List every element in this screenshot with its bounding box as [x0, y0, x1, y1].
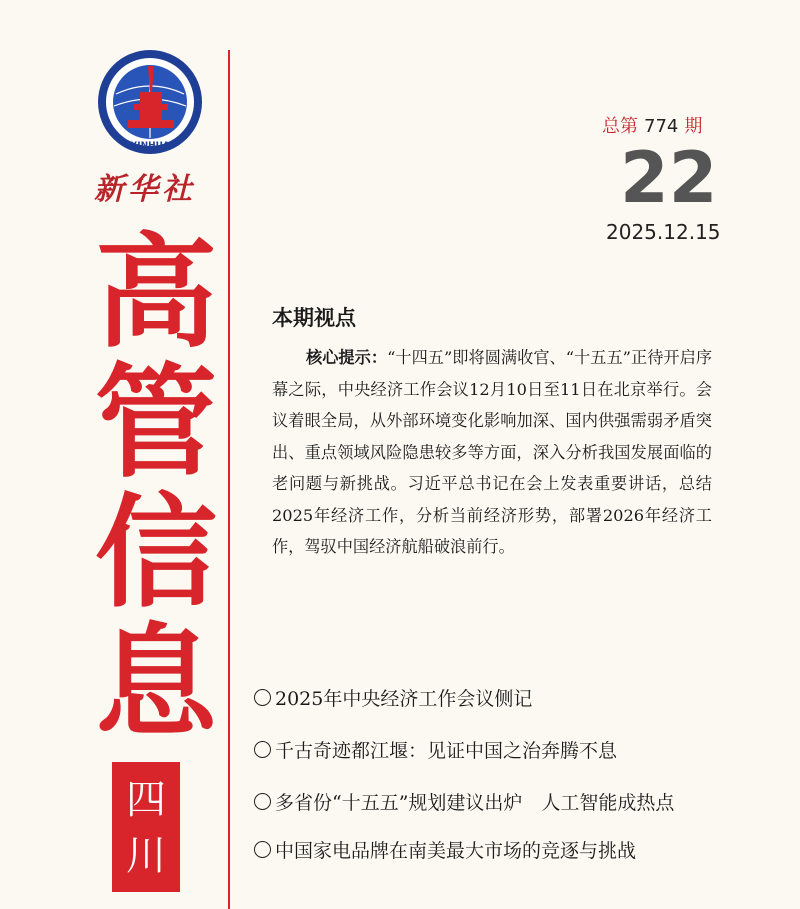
title-char-4: 息 — [95, 612, 217, 754]
title-char-1: 高 — [95, 222, 217, 364]
brand-name: 新华社 — [94, 172, 196, 207]
circle-bullet-icon — [254, 793, 271, 810]
list-item-label: 多省份“十五五”规划建议出炉 人工智能成热点 — [275, 792, 675, 814]
issue-total-number: 774 — [644, 116, 679, 137]
issue-total-prefix: 总第 — [602, 116, 638, 137]
issue-total-suffix: 期 — [684, 116, 703, 137]
issue-total — [602, 112, 702, 138]
summary-lead-label: 核心提示： — [306, 348, 388, 367]
title-char-2: 管 — [95, 352, 217, 494]
region-char-2: 川 — [126, 833, 166, 879]
vertical-divider — [228, 50, 230, 909]
list-item[interactable] — [254, 788, 674, 815]
list-item[interactable] — [254, 736, 617, 763]
region-char-1: 四 — [126, 777, 166, 823]
summary-paragraph — [272, 342, 712, 563]
list-item-label: 千古奇迹都江堰：见证中国之治奔腾不息 — [275, 740, 618, 762]
list-item-label: 中国家电品牌在南美最大市场的竞逐与挑战 — [275, 840, 637, 862]
list-item-label: 2025年中央经济工作会议侧记 — [275, 688, 533, 710]
issue-date: 2025.12.15 — [606, 220, 721, 244]
circle-bullet-icon — [254, 741, 271, 758]
issue-number: 22 — [620, 137, 718, 219]
title-char-3: 信 — [95, 482, 217, 624]
list-item[interactable] — [254, 836, 636, 863]
section-title: 本期视点 — [272, 305, 356, 330]
masthead-panel — [0, 0, 228, 909]
region-badge — [112, 762, 180, 892]
circle-bullet-icon — [254, 689, 271, 706]
list-item[interactable] — [254, 684, 532, 711]
summary-text: “十四五”即将圆满收官、“十五五”正待开启序幕之际，中央经济工作会议12月10日至11日在北京举行。会议着眼全局，从外部环境变化影响加深、国内供强需弱矛盾突出、重点领域风险隐患较多等方面，深入分析我国发展面临的老问题与新挑战。习近平总书记在会上发表重要讲话，总结2025年经济工作，分析当前经济形势，部署2026年经济工作，驾驭中国经济航船破浪前行。 — [272, 348, 713, 556]
xinhua-agency-logo-icon — [96, 48, 204, 156]
circle-bullet-icon — [254, 841, 271, 858]
logo-text: XINHUA — [130, 141, 170, 151]
